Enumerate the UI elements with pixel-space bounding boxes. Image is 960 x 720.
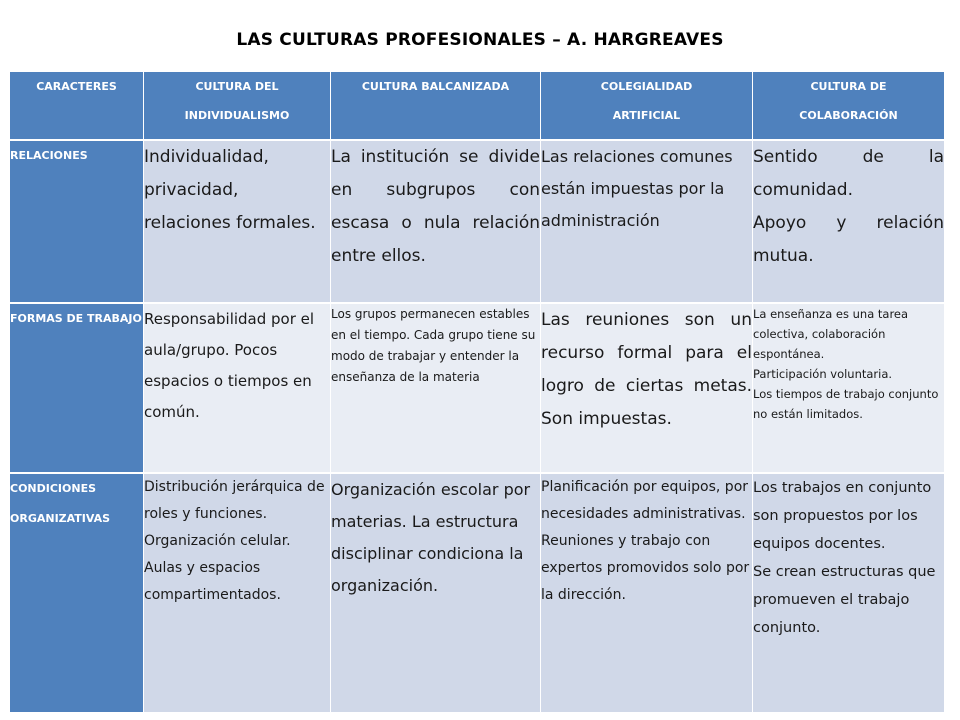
header-balcanizada [331,72,541,141]
header-colaboracion-line2: COLABORACIÓN [799,109,898,122]
cell-text-line2: Reuniones y trabajo con expertos promovidos solo por la dirección. [541,533,750,603]
header-caracteres [10,72,144,141]
cell-text-line1: Distribución jerárquica de roles y funciones. [144,479,325,522]
cell-text-line1: Sentido de la comunidad. [753,147,944,200]
row-label-relaciones-text: RELACIONES [10,149,88,162]
header-individualismo [144,72,331,141]
page-title: LAS CULTURAS PROFESIONALES – A. HARGREAVES [236,30,724,50]
cell-formas-colaboracion [753,304,945,474]
cell-text-line2: Se crean estructuras que promueven el trabajo conjunto. [753,564,936,636]
row-condiciones [10,474,945,714]
cell-formas-colegialidad [541,304,753,474]
row-label-relaciones [10,141,144,304]
header-individualismo-line2: INDIVIDUALISMO [184,109,290,122]
row-relaciones [10,141,945,304]
header-colegialidad-line1: COLEGIALIDAD [600,80,693,93]
cell-text: Responsabilidad por el aula/grupo. Pocos espacios o tiempos en común. [144,310,315,421]
header-colegialidad [541,72,753,141]
row-label-formas [10,304,144,474]
cell-formas-individualismo [144,304,331,474]
cell-text: Individualidad, privacidad, relaciones formales. [144,147,316,233]
header-colegialidad-line2: ARTIFICIAL [612,109,681,122]
cell-text-line1: La enseñanza es una tarea colectiva, colaboración espontánea. [753,307,909,361]
header-balcanizada-text: CULTURA BALCANIZADA [361,80,510,93]
cell-condiciones-balcanizada [331,474,541,714]
row-label-condiciones-text: CONDICIONES ORGANIZATIVAS [10,482,111,525]
cell-text-line3: Los tiempos de trabajo conjunto no están limitados. [753,387,939,421]
cell-text-line1: Planificación por equipos, por necesidades administrativas. [541,479,749,522]
cell-text: Las reuniones son un recurso formal para el logro de ciertas metas. Son impuestas. [541,310,752,429]
cell-text: Los grupos permanecen estables en el tiempo. Cada grupo tiene su modo de trabajar y entender la enseñanza de la materia [331,307,536,384]
header-row [10,72,945,141]
cell-text: La institución se divide en subgrupos con escasa o nula relación entre ellos. [331,147,540,266]
cell-relaciones-balcanizada [331,141,541,304]
cultures-table [10,72,945,714]
header-colaboracion-line1: CULTURA DE [810,80,887,93]
cell-text-line1: Los trabajos en conjunto son propuestos por los equipos docentes. [753,480,932,552]
cell-relaciones-colaboracion [753,141,945,304]
row-label-condiciones [10,474,144,714]
row-formas [10,304,945,474]
cell-condiciones-colaboracion [753,474,945,714]
cell-text-line2: Organización celular. Aulas y espacios compartimentados. [144,533,291,603]
header-individualismo-line1: CULTURA DEL [195,80,279,93]
cell-condiciones-individualismo [144,474,331,714]
cell-relaciones-colegialidad [541,141,753,304]
cell-formas-balcanizada [331,304,541,474]
header-colaboracion [753,72,945,141]
cell-relaciones-individualismo [144,141,331,304]
cell-text-line2: Participación voluntaria. [753,367,893,381]
cell-text-line2: Apoyo y relación mutua. [753,213,944,266]
header-caracteres-text: CARACTERES [36,80,117,93]
row-label-formas-text: FORMAS DE TRABAJO [10,312,142,325]
cell-condiciones-colegialidad [541,474,753,714]
cell-text: Organización escolar por materias. La estructura disciplinar condiciona la organización. [331,480,531,595]
cell-text: Las relaciones comunes están impuestas por la administración [541,147,733,230]
